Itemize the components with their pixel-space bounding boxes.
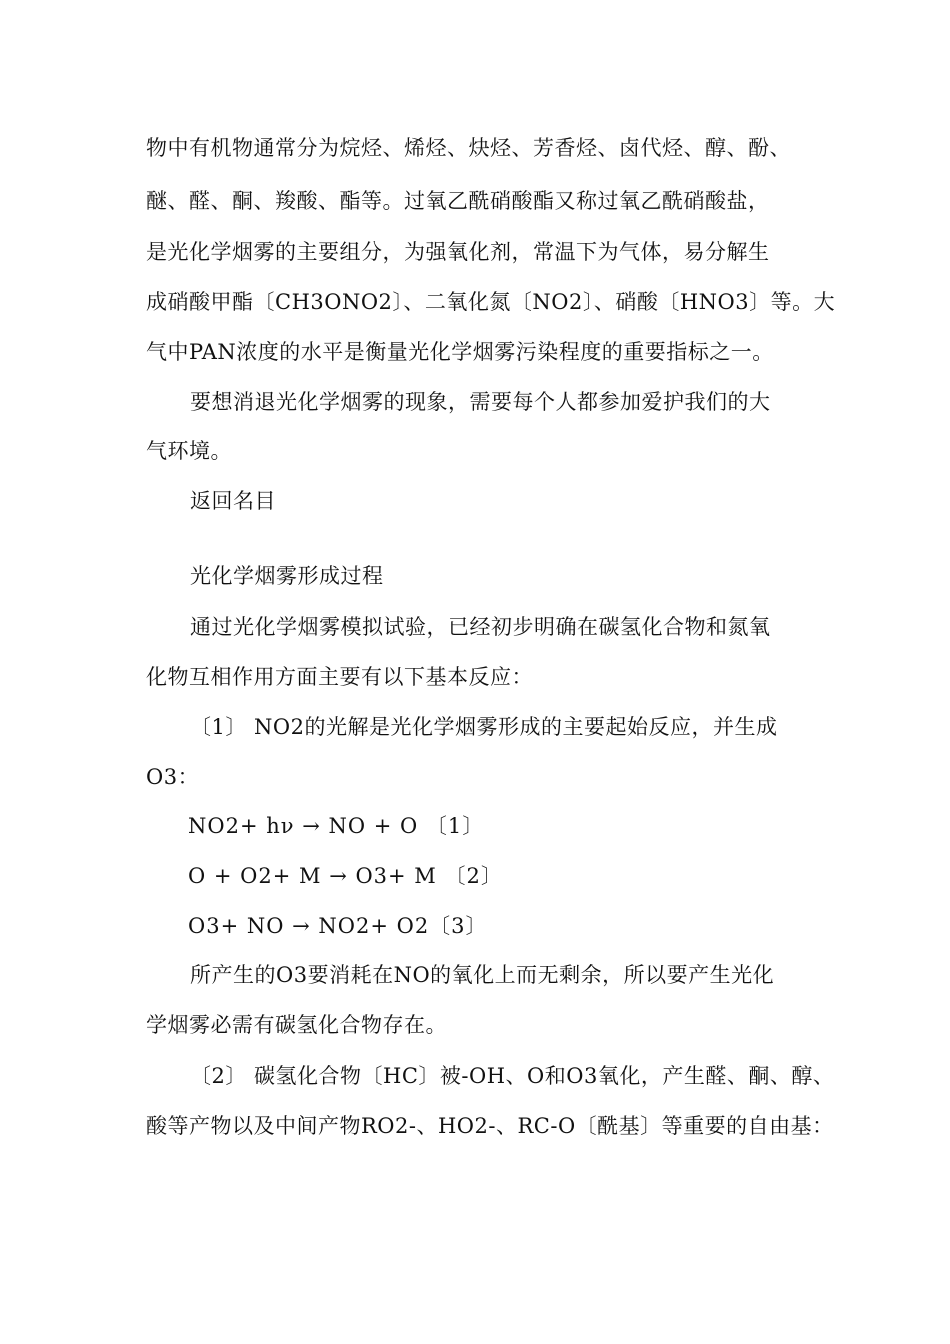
paragraph-line: 所产生的O3要消耗在NO的氧化上而无剩余，所以要产生光化: [190, 963, 775, 987]
paragraph-line: 通过光化学烟雾模拟试验，已经初步明确在碳氢化合物和氮氧: [190, 615, 771, 639]
reaction-equation: O3+ NO → NO2+ O2〔3〕: [188, 914, 488, 938]
reaction-equation: NO2+ hν → NO + O 〔1〕: [188, 814, 485, 838]
paragraph-line: 成硝酸甲酯〔CH3ONO2〕、二氧化氮〔NO2〕、硝酸〔HNO3〕等。大: [146, 290, 836, 314]
list-item-line: 〔1〕 NO2的光解是光化学烟雾形成的主要起始反应，并生成: [190, 715, 778, 739]
paragraph-line: 要想消退光化学烟雾的现象，需要每个人都参加爱护我们的大: [190, 390, 771, 414]
paragraph-line: 气中PAN浓度的水平是衡量光化学烟雾污染程度的重要指标之一。: [146, 340, 774, 364]
list-item-line: 酸等产物以及中间产物RO2-、HO2-、RC-O〔酰基〕等重要的自由基：: [146, 1114, 834, 1138]
paragraph-line: 是光化学烟雾的主要组分，为强氧化剂，常温下为气体，易分解生: [146, 240, 770, 264]
list-item-line: 〔2〕 碳氢化合物〔HC〕被-OH、O和O3氧化，产生醛、酮、醇、: [190, 1064, 835, 1088]
section-title: 光化学烟雾形成过程: [190, 564, 384, 588]
reaction-equation: O + O2+ M → O3+ M 〔2〕: [188, 864, 503, 888]
list-item-line: O3：: [146, 765, 200, 789]
paragraph-line: 物中有机物通常分为烷烃、烯烃、炔烃、芳香烃、卤代烃、醇、酚、: [146, 136, 791, 160]
paragraph-line: 化物互相作用方面主要有以下基本反应：: [146, 665, 533, 689]
paragraph-line: 气环境。: [146, 439, 232, 463]
return-to-toc-link[interactable]: 返回名目: [190, 489, 276, 513]
paragraph-line: 醚、醛、酮、羧酸、酯等。过氧乙酰硝酸酯又称过氧乙酰硝酸盐，: [146, 189, 770, 213]
paragraph-line: 学烟雾必需有碳氢化合物存在。: [146, 1013, 447, 1037]
